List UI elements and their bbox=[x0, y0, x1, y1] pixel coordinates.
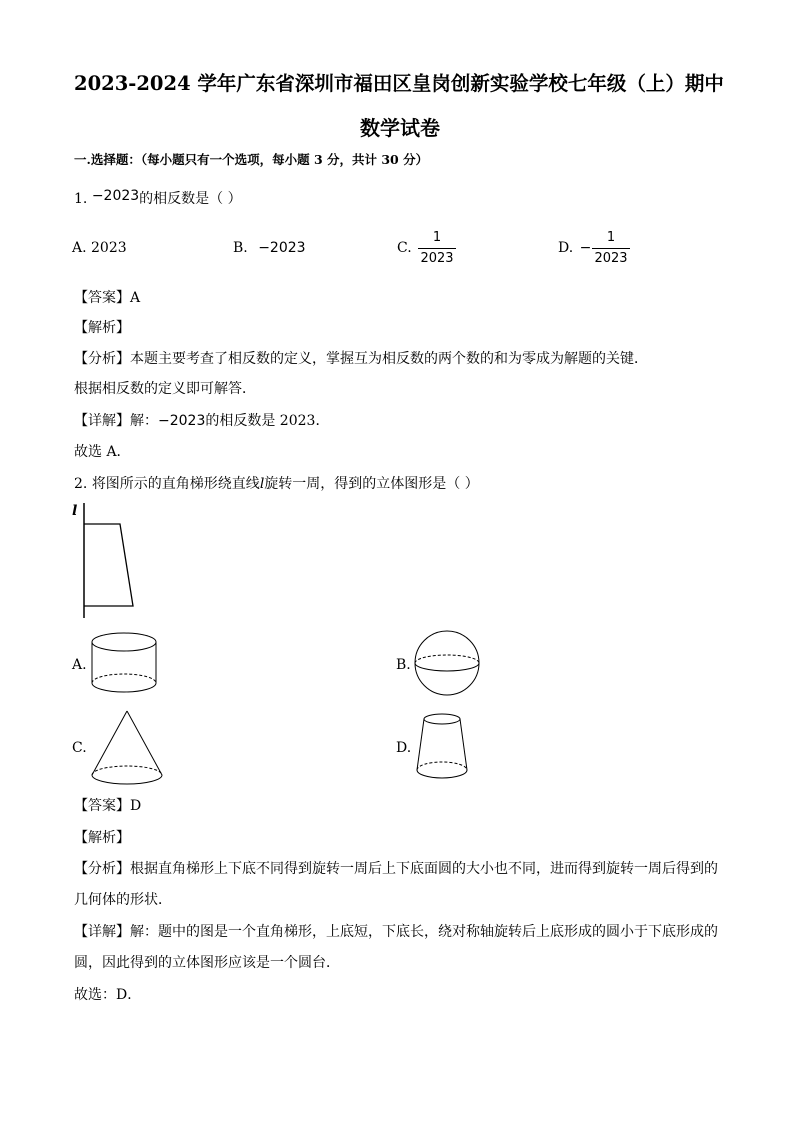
q2-option-d-label: D. bbox=[396, 740, 412, 756]
q2-stem-b: 旋转一周，得到的立体图形是（ ） bbox=[264, 476, 479, 492]
q2-number: 2. bbox=[74, 476, 88, 492]
q2-analysis-label: 【解析】 bbox=[74, 830, 130, 846]
q2-detail-line1: 【详解】解：题中的图是一个直角梯形，上底短，下底长，绕对称轴旋转后上底形成的圆小于下底形成的 bbox=[74, 924, 718, 940]
q1-option-a: A. 2023 bbox=[72, 240, 127, 256]
q1-detail-expr: −2023 bbox=[158, 413, 206, 429]
q2-answer: 【答案】D bbox=[74, 798, 142, 814]
q1-answer: 【答案】A bbox=[74, 290, 141, 306]
q1-detail-prefix: 【详解】解： bbox=[74, 413, 158, 429]
q2-option-b-label: B. bbox=[396, 657, 411, 673]
q1-option-c-label: C. bbox=[397, 240, 412, 256]
page-title-line2: 数学试卷 bbox=[360, 116, 440, 140]
q1-analysis-line1: 【分析】本题主要考查了相反数的定义，掌握互为相反数的两个数的和为零成为解题的关键． bbox=[74, 351, 648, 367]
q1-option-d-sign: − bbox=[579, 240, 592, 256]
q1-option-d-letter: D. bbox=[558, 240, 574, 256]
q1-option-d-denominator: 2023 bbox=[594, 251, 628, 266]
q1-option-c-denominator: 2023 bbox=[420, 251, 454, 266]
q2-analysis-line2: 几何体的形状． bbox=[74, 892, 172, 908]
q2-figure-label: l bbox=[72, 503, 78, 519]
q2-option-c-label: C. bbox=[72, 740, 87, 756]
page-title-line1: 2023-2024 学年广东省深圳市福田区皇岗创新实验学校七年级（上）期中 bbox=[74, 72, 724, 95]
q1-conclusion: 故选 A． bbox=[74, 444, 131, 460]
section-heading: 一.选择题：（每小题只有一个选项，每小题 3 分，共计 30 分） bbox=[74, 152, 429, 167]
q1-analysis-line2: 根据相反数的定义即可解答． bbox=[74, 381, 256, 397]
q2-option-a-label: A. bbox=[72, 657, 87, 673]
q1-option-d-numerator: 1 bbox=[606, 230, 616, 245]
q1-expr: −2023 bbox=[91, 188, 140, 204]
q1-number: 1. bbox=[74, 191, 88, 207]
q1-detail-rest: 的相反数是 2023． bbox=[205, 413, 330, 429]
q1-option-c-numerator: 1 bbox=[432, 230, 442, 245]
q1-option-b-value: −2023 bbox=[258, 240, 306, 256]
q1-option-b-label: B. bbox=[233, 240, 248, 256]
q2-stem-a: 将图所示的直角梯形绕直线 bbox=[91, 476, 260, 492]
q2-conclusion: 故选：D． bbox=[74, 987, 142, 1003]
q1-stem-rest: 的相反数是（ ） bbox=[139, 191, 242, 207]
q2-analysis-line1: 【分析】根据直角梯形上下底不同得到旋转一周后上下底面圆的大小也不同，进而得到旋转一周后得到的 bbox=[74, 861, 718, 877]
q1-analysis-label: 【解析】 bbox=[74, 320, 130, 336]
q2-stem-var: l bbox=[259, 476, 265, 492]
q2-detail-line2: 圆，因此得到的立体图形应该是一个圆台． bbox=[74, 955, 340, 971]
